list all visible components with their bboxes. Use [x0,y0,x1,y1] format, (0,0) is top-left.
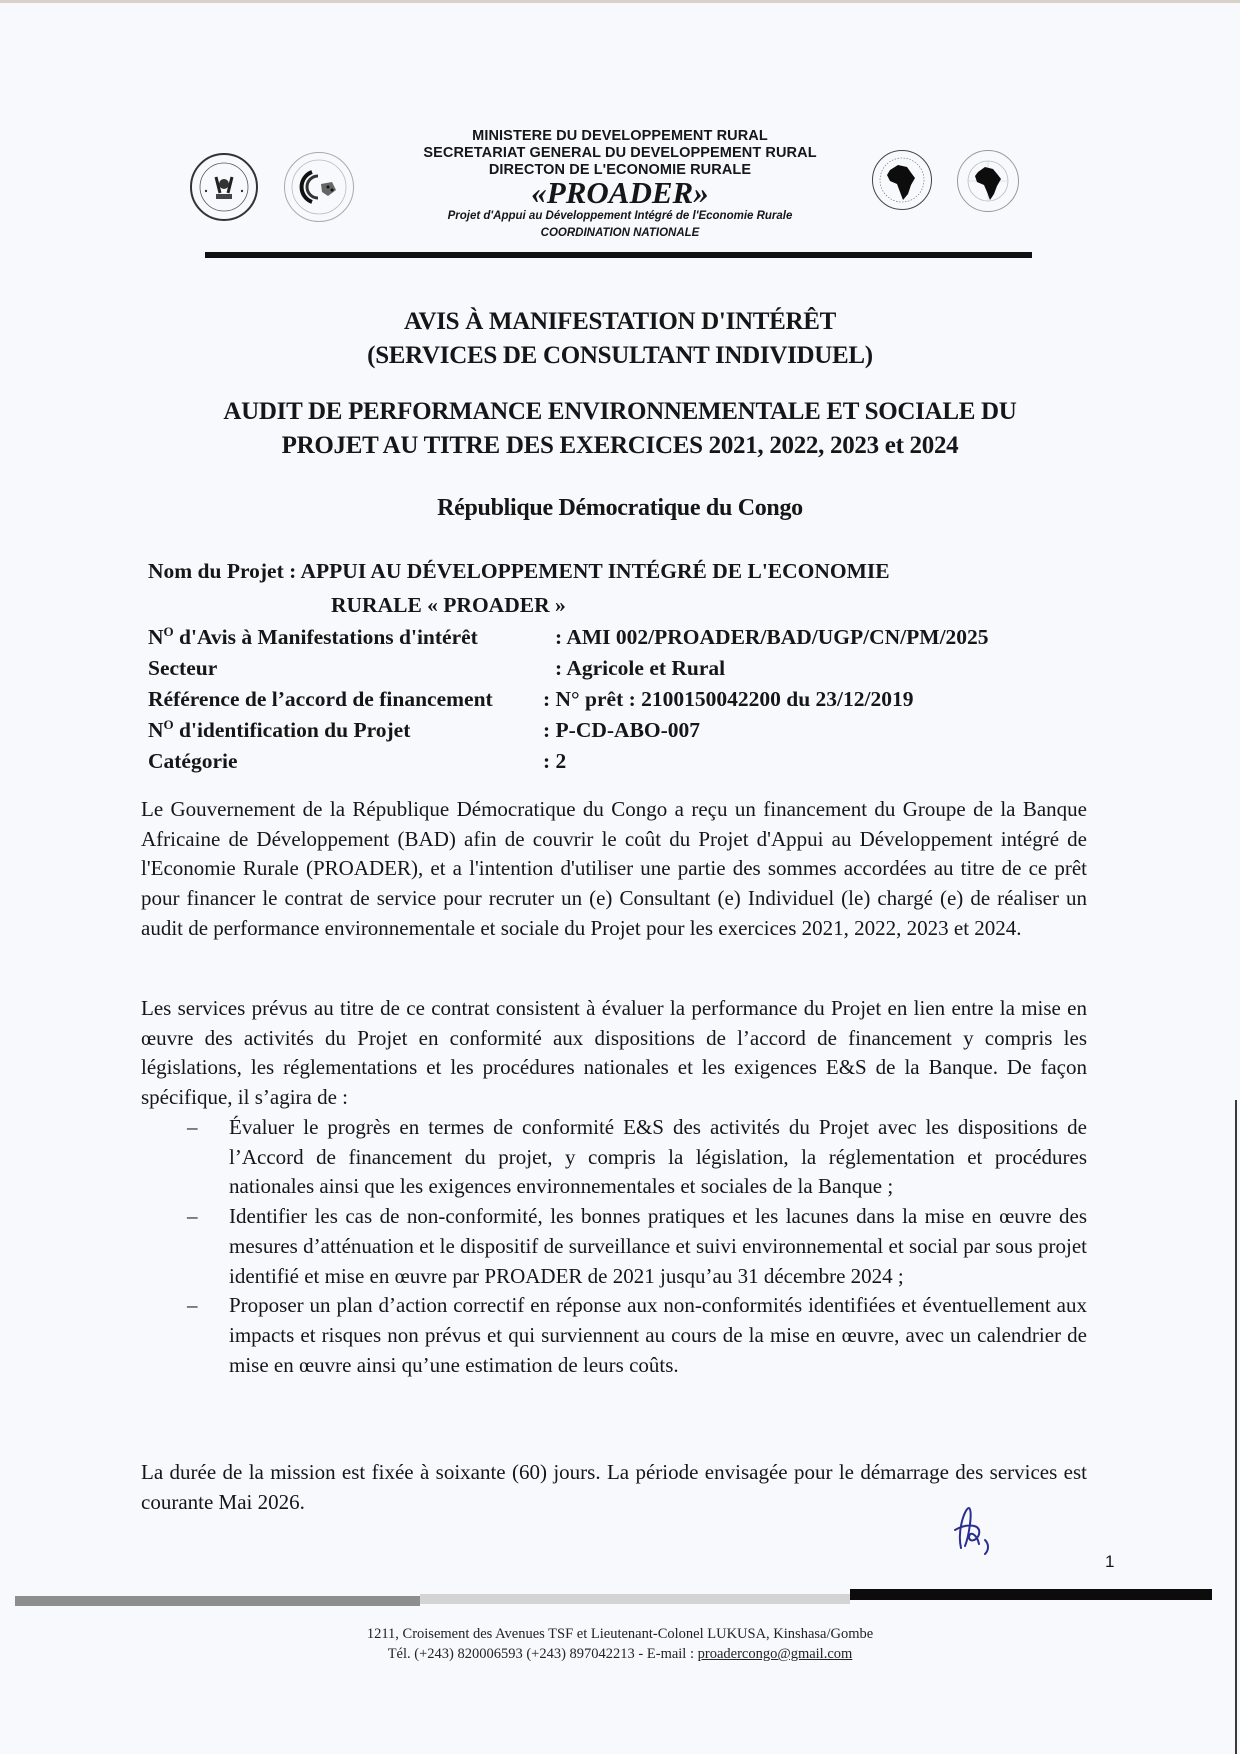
signature-icon [947,1500,1007,1560]
page-top-edge [0,0,1240,3]
dash-bullet-icon: – [187,1204,198,1229]
footer-contact [0,1624,1240,1664]
secretariat-line: SECRETARIAT GENERAL DU DEVELOPPEMENT RURAL [423,145,817,161]
objectives-list [141,1113,1087,1380]
footer-email-link[interactable]: proadercongo@gmail.com [697,1646,853,1662]
proader-logo-icon [284,152,354,222]
sector-value: : Agricole et Rural [555,656,726,680]
notice-title: AVIS À MANIFESTATION D'INTÉRÊT [403,308,837,335]
country-title: République Démocratique du Congo [437,495,803,521]
adf-logo-icon [957,150,1019,212]
services-paragraph: Les services prévus au titre de ce contrat consistent à évaluer la performance du Projet en lien entre la mise en œuvre des activités du Projet en conformité aux dispositions de l’accord de financement y compris les législations, les réglementations et les procédures nationales et les exigences E&S de la Banque. De façon spécifique, il s’agira de : [141,996,1087,1110]
project-id-label: d'identification du Projet [179,718,411,742]
intro-paragraph: Le Gouvernement de la République Démocratique du Congo a reçu un financement du Groupe de la Banque Africaine de Développement (BAD) afin de couvrir le coût du Projet d'Appui au Développement intégré de l'Economie Rurale (PROADER), et a l'intention d'utiliser une partie des sommes accordées au titre de ce prêt pour financer le contrat de service pour recruter un (e) Consultant (e) Individuel (le) chargé (e) de réaliser un audit de performance environnementale et sociale du Projet pour les exercices 2021, 2022, 2023 et 2024. [141,797,1087,940]
footer-phone-line: Tél. (+243) 820006593 (+243) 897042213 - E-mail : proadercongo@gmail.com [387,1646,853,1662]
sector-label: Secteur [148,656,218,680]
services-title: (SERVICES DE CONSULTANT INDIVIDUEL) [367,342,873,369]
subject-title-line1: AUDIT DE PERFORMANCE ENVIRONNEMENTALE ET SOCIALE DU [223,398,1017,425]
financing-ref-value: : N° prêt : 2100150042200 du 23/12/2019 [543,687,914,711]
footer-bar-black [850,1589,1212,1600]
dash-bullet-icon: – [187,1293,198,1318]
list-item: – Identifier les cas de non-conformité, les bonnes pratiques et les lacunes dans la mise en œuvre des mesures d’atténuation et le dispositif de surveillance et suivi environnemental et social par sous projet identifié et mise en œuvre par PROADER de 2021 jusqu’au 31 décembre 2024 ; [187,1204,1087,1288]
list-item: – Proposer un plan d’action correctif en réponse aux non-conformités identifiées et éventuellement aux impacts et risques non prévus et qui surviennent au cours de la mise en œuvre, avec un calendrier de mise en œuvre ainsi qu’une estimation de leurs coûts. [187,1293,1087,1377]
footer-bar-dark-gray [15,1596,420,1606]
notice-number-value: : AMI 002/PROADER/BAD/UGP/CN/PM/2025 [555,625,989,649]
list-item: – Évaluer le progrès en termes de conformité E&S des activités du Projet avec les dispositions de l’Accord de financement du projet, y compris la législation, la réglementation et procédures nationales ainsi que les exigences environnementales et sociales de la Banque ; [187,1115,1087,1199]
page-number: 1 [1105,1552,1115,1571]
header-divider [205,252,1032,258]
coordination-line: COORDINATION NATIONALE [540,227,700,239]
project-name-row [148,557,890,586]
project-id-value: : P-CD-ABO-007 [543,718,701,742]
drc-seal-icon [190,153,258,221]
proader-brand: «PROADER» [531,175,709,210]
category-label: Catégorie [148,749,238,773]
subject-title-line2: PROJET AU TITRE DES EXERCICES 2021, 2022, 2023 et 2024 [281,432,959,459]
project-fullname: Projet d'Appui au Développement Intégré de l'Economie Rurale [447,210,793,222]
category-value: : 2 [543,749,567,773]
financing-ref-label: Référence de l’accord de financement [148,687,493,711]
footer-address: 1211, Croisement des Avenues TSF et Lieutenant-Colonel LUKUSA, Kinshasa/Gombe [366,1626,874,1642]
letterhead-text [355,128,885,242]
footer-bar-light-gray [420,1594,850,1604]
project-name-line2: RURALE « PROADER » [331,593,566,617]
project-name-value: APPUI AU DÉVELOPPEMENT INTÉGRÉ DE L'ECONOMIE [300,559,890,583]
notice-number-label: d'Avis à Manifestations d'intérêt [179,625,478,649]
project-name-label: Nom du Projet : [148,559,297,583]
dash-bullet-icon: – [187,1115,198,1139]
duration-paragraph: La durée de la mission est fixée à soixante (60) jours. La période envisagée pour le démarrage des services est courante Mai 2026. [141,1460,1087,1514]
ministry-line: MINISTERE DU DEVELOPPEMENT RURAL [472,128,768,144]
direction-line: DIRECTON DE L'ECONOMIE RURALE [488,162,752,178]
